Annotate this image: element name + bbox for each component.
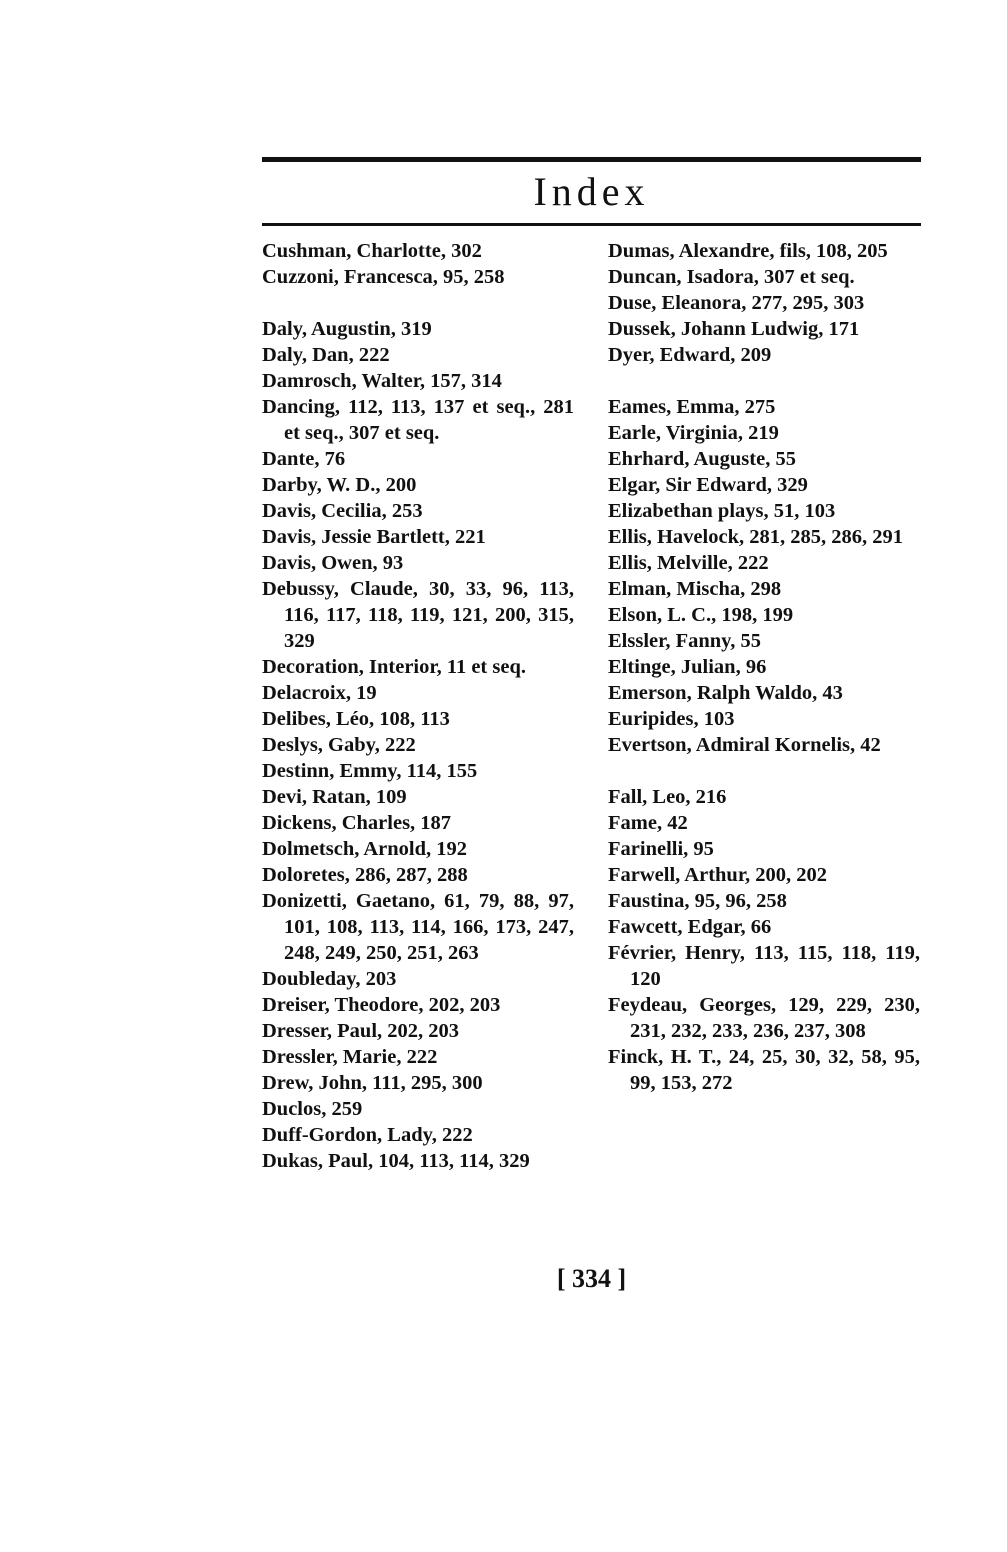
- index-entry: Fame, 42: [608, 812, 688, 834]
- index-entry: Elssler, Fanny, 55: [608, 630, 762, 652]
- index-entry: Debussy, Claude, 30, 33, 96, 113, 116, 117, 118, 119, 121, 200, 315, 329: [262, 578, 574, 652]
- index-entry: Cushman, Charlotte, 302: [262, 240, 482, 262]
- index-column-left: [262, 238, 574, 1174]
- index-entry: Damrosch, Walter, 157, 314: [262, 370, 502, 392]
- index-entry: Février, Henry, 113, 115, 118, 119, 120: [608, 942, 920, 990]
- index-entry: Doubleday, 203: [262, 968, 397, 990]
- index-entry: Daly, Dan, 222: [262, 344, 390, 366]
- index-entry: Dumas, Alexandre, fils, 108, 205: [608, 240, 888, 262]
- index-entry: Ehrhard, Auguste, 55: [608, 448, 796, 470]
- index-entry: Dussek, Johann Ludwig, 171: [608, 318, 860, 340]
- index-entry: Davis, Owen, 93: [262, 552, 404, 574]
- index-entry: Davis, Jessie Bartlett, 221: [262, 526, 486, 548]
- index-entry: Decoration, Interior, 11 et seq.: [262, 656, 526, 678]
- index-entry: Drew, John, 111, 295, 300: [262, 1072, 483, 1094]
- index-entry: Emerson, Ralph Waldo, 43: [608, 682, 843, 704]
- index-entry: Elgar, Sir Edward, 329: [608, 474, 808, 496]
- index-entry: Dukas, Paul, 104, 113, 114, 329: [262, 1150, 530, 1172]
- index-entry: Davis, Cecilia, 253: [262, 500, 423, 522]
- index-entry: Dyer, Edward, 209: [608, 344, 772, 366]
- index-entry: Dolmetsch, Arnold, 192: [262, 838, 467, 860]
- index-entry: Farwell, Arthur, 200, 202: [608, 864, 828, 886]
- index-entry: Fall, Leo, 216: [608, 786, 727, 808]
- index-entry: Farinelli, 95: [608, 838, 714, 860]
- index-entry: Dante, 76: [262, 448, 346, 470]
- letter-section-gap: [262, 290, 574, 316]
- index-entry: Darby, W. D., 200: [262, 474, 417, 496]
- index-entry: Ellis, Melville, 222: [608, 552, 769, 574]
- index-entry: Feydeau, Georges, 129, 229, 230, 231, 232, 233, 236, 237, 308: [608, 994, 920, 1042]
- index-entry: Euripides, 103: [608, 708, 735, 730]
- index-entry: Dancing, 112, 113, 137 et seq., 281 et seq., 307 et seq.: [262, 396, 574, 444]
- page-number: [ 334 ]: [556, 1264, 627, 1293]
- page-title: Index: [533, 169, 650, 214]
- index-entry: Ellis, Havelock, 281, 285, 286, 291: [608, 526, 903, 548]
- index-column-right: [608, 238, 920, 1096]
- index-entry: Faustina, 95, 96, 258: [608, 890, 787, 912]
- index-entry: Finck, H. T., 24, 25, 30, 32, 58, 95, 99, 153, 272: [608, 1046, 920, 1094]
- index-entry: Eltinge, Julian, 96: [608, 656, 767, 678]
- index-entry: Duse, Eleanora, 277, 295, 303: [608, 292, 865, 314]
- index-entry: Duncan, Isadora, 307 et seq.: [608, 266, 855, 288]
- index-entry: Devi, Ratan, 109: [262, 786, 407, 808]
- index-entry: Earle, Virginia, 219: [608, 422, 779, 444]
- index-entry: Cuzzoni, Francesca, 95, 258: [262, 266, 505, 288]
- index-entry: Fawcett, Edgar, 66: [608, 916, 772, 938]
- index-entry: Donizetti, Gaetano, 61, 79, 88, 97, 101, 108, 113, 114, 166, 173, 247, 248, 249, 250, 251, 263: [262, 890, 574, 964]
- index-entry: Elman, Mischa, 298: [608, 578, 782, 600]
- index-entry: Elizabethan plays, 51, 103: [608, 500, 836, 522]
- index-entry: Eames, Emma, 275: [608, 396, 776, 418]
- header-rule-bottom: [262, 223, 921, 226]
- index-entry: Daly, Augustin, 319: [262, 318, 432, 340]
- index-entry: Dreiser, Theodore, 202, 203: [262, 994, 501, 1016]
- index-entry: Destinn, Emmy, 114, 155: [262, 760, 478, 782]
- header-rule-top: [262, 157, 921, 162]
- index-entry: Delacroix, 19: [262, 682, 377, 704]
- index-entry: Dresser, Paul, 202, 203: [262, 1020, 460, 1042]
- index-entry: Duff-Gordon, Lady, 222: [262, 1124, 473, 1146]
- index-entry: Duclos, 259: [262, 1098, 363, 1120]
- index-entry: Elson, L. C., 198, 199: [608, 604, 794, 626]
- letter-section-gap: [608, 758, 920, 784]
- index-entry: Dressler, Marie, 222: [262, 1046, 438, 1068]
- letter-section-gap: [608, 368, 920, 394]
- index-entry: Deslys, Gaby, 222: [262, 734, 416, 756]
- index-entry: Evertson, Admiral Kornelis, 42: [608, 734, 881, 756]
- index-entry: Dickens, Charles, 187: [262, 812, 452, 834]
- index-entry: Doloretes, 286, 287, 288: [262, 864, 468, 886]
- index-entry: Delibes, Léo, 108, 113: [262, 708, 450, 730]
